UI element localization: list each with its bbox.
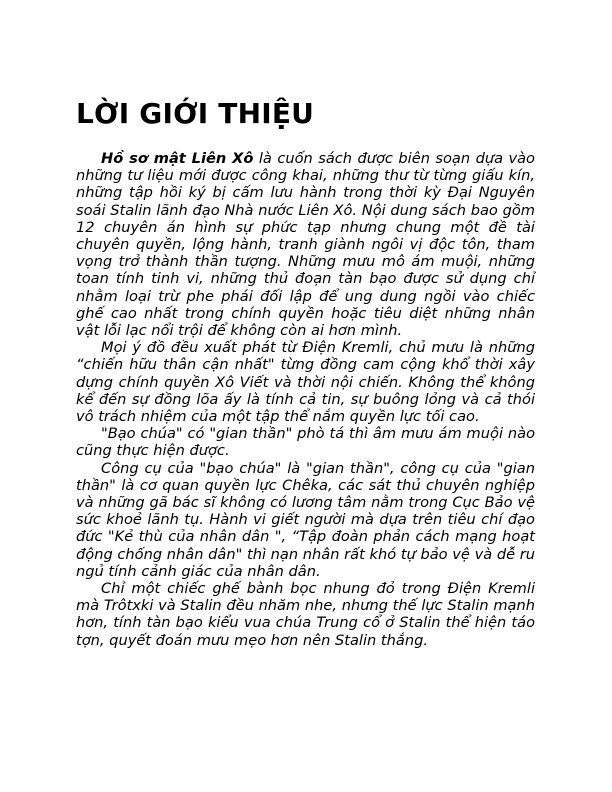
paragraph-1	[76, 150, 535, 339]
page-title: LỜI GIỚI THIỆU	[76, 97, 315, 130]
document-body	[76, 150, 535, 649]
book-title-lead: Hồ sơ mật Liên Xô	[101, 150, 254, 167]
paragraph-4: Công cụ của "bạo chúa" là "gian thần", công cụ của "gian thần" là cơ quan quyền lực Chêka, các sát thủ chuyên nghiệp và những gã bác sĩ không có lương tâm nằm trong Cục Bảo vệ sức khoẻ lãnh tụ. Hành vi giết người mà dựa trên tiêu chí đạo đức "Kẻ thù của nhân dân ", “Tập đoàn phản cách mạng hoạt động chống nhân dân" thì nạn nhân rất khó tự bảo vệ và dễ ru ngủ tính cảnh giác của nhân dân.	[76, 459, 535, 580]
paragraph-5: Chỉ một chiếc ghế bành bọc nhung đỏ trong Điện Kremli mà Trôtxki và Stalin đều nhăm nhe, nhưng thế lực Stalin mạnh hơn, tính tàn bạo kiểu vua chúa Trung cổ ở Stalin thể hiện táo tợn, quyết đoán mưu mẹo hơn nên Stalin thắng.	[76, 580, 535, 649]
paragraph-2: Mọi ý đồ đều xuất phát từ Điện Kremli, chủ mưu là những “chiến hữu thân cận nhất" từng đồng cam cộng khổ thời xây dựng chính quyền Xô Viết và thời nội chiến. Không thể không kể đến sự đồng lõa ấy là tính cả tin, sự buông lỏng và cả thói vô trách nhiệm của một tập thể nắm quyền lực tối cao.	[76, 339, 535, 426]
paragraph-1-text: là cuốn sách được biên soạn dựa vào những tư liệu mới được công khai, những thư từ từng giấu kín, những tập hồi ký bị cấm lưu hành trong thời kỳ Đại Nguyên soái Stalin lãnh đạo Nhà nước Liên Xô. Nội dung sách bao gồm 12 chuyên án hình sự phức tạp nhưng chung một đề tài chuyên quyền, lộng hành, tranh giành ngôi vị độc tôn, tham vọng trở thành thần tượng. Những mưu mô ám muội, những toan tính tinh vi, những thủ đoạn tàn bạo được sử dụng chỉ nhằm loại trừ phe phái đối lập để ung dung ngồi vào chiếc ghế cao nhất trong chính quyền hoặc tiêu diệt những nhân vật lỗi lạc nổi trội để không còn ai hơn mình.	[76, 150, 535, 340]
paragraph-3: "Bạo chúa" có "gian thần" phò tá thì âm mưu ám muội nào cũng thực hiện được.	[76, 425, 535, 460]
